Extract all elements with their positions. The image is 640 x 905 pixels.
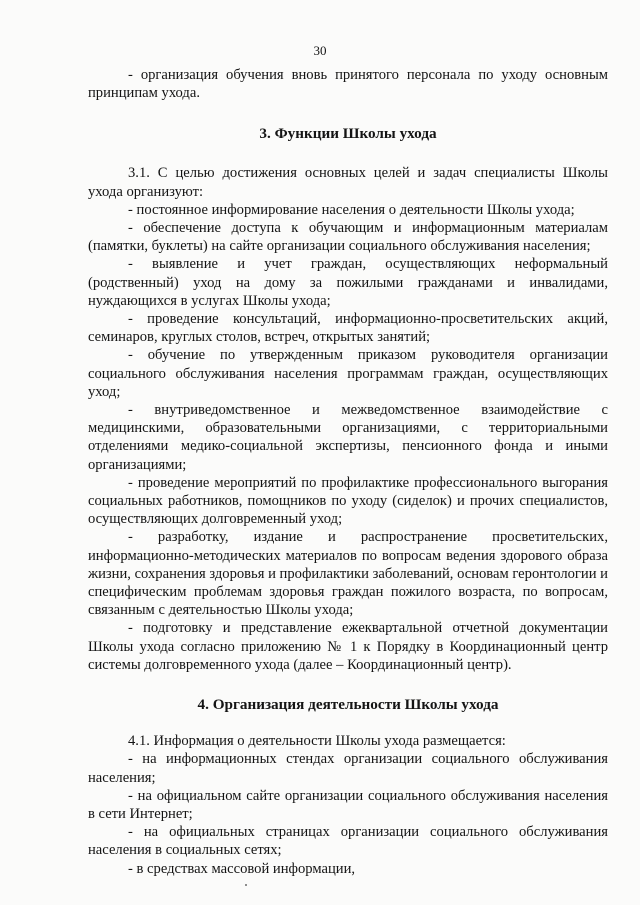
section-3-heading: 3. Функции Школы ухода <box>259 125 437 143</box>
section-4-item: - на официальных страницах организации социального обслуживания населения в социальных сетях; <box>88 824 608 859</box>
section-4-item: - на официальном сайте организации социального обслуживания населения в сети Интернет; <box>88 787 608 822</box>
section-3-lead-paragraph: 3.1. С целью достижения основных целей и задач специалисты Школы ухода организуют: <box>88 165 608 200</box>
section-3-item: - проведение мероприятий по профилактике профессионального выгорания социальных работников, помощников по уходу (сиделок) и прочих специалистов, осуществляющих долговременный уход; <box>88 474 608 528</box>
section-3-item: - обеспечение доступа к обучающим и информационным материалам (памятки, буклеты) на сайте организации социального обслуживания населения; <box>88 220 608 255</box>
section-4-item: - на информационных стендах организации социального обслуживания населения; <box>88 751 608 786</box>
section-3-item: - постоянное информирование населения о деятельности Школы ухода; <box>128 201 575 218</box>
scan-speck <box>245 884 247 886</box>
section-4-item: - в средствах массовой информации, <box>128 860 356 877</box>
document-body <box>88 66 608 878</box>
section-4-heading: 4. Организация деятельности Школы ухода <box>197 696 499 714</box>
section-3-item: - обучение по утвержденным приказом руководителя организации социального обслуживания населения программам граждан, осуществляющих уход; <box>88 347 608 400</box>
section-4-lead-paragraph: 4.1. Информация о деятельности Школы ухода размещается: <box>128 733 506 750</box>
section-3-item: - выявление и учет граждан, осуществляющих неформальный (родственный) уход на дому за пожилыми гражданами и инвалидами, нуждающихся в услугах Школы ухода; <box>88 256 608 309</box>
section-3-item: - разработку, издание и распространение просветительских, информационно-методических материалов по вопросам ведения здорового образа жизни, сохранения здоровья и профилактики заболеваний, основам геронтологии и специфическим проблемам здоровья граждан пожилого возраста, по вопросам, связанным с деятельностью Школы ухода; <box>88 529 608 619</box>
page-number: 30 <box>313 43 327 58</box>
section-3-item: - подготовку и представление ежеквартальной отчетной документации Школы ухода согласно приложению № 1 к Порядку в Координационный центр системы долговременного ухода (далее – Координационный центр). <box>88 620 608 673</box>
section-3-item: - проведение консультаций, информационно-просветительских акций, семинаров, круглых столов, встреч, открытых занятий; <box>88 311 608 346</box>
intro-paragraph: - организация обучения вновь принятого персонала по уходу основным принципам ухода. <box>88 67 608 102</box>
section-3-item: - внутриведомственное и межведомственное взаимодействие с медицинскими, образовательными организациями, с территориальными отделениями медико-социальной экспертизы, пенсионного фонда и иными организациями; <box>88 402 608 473</box>
